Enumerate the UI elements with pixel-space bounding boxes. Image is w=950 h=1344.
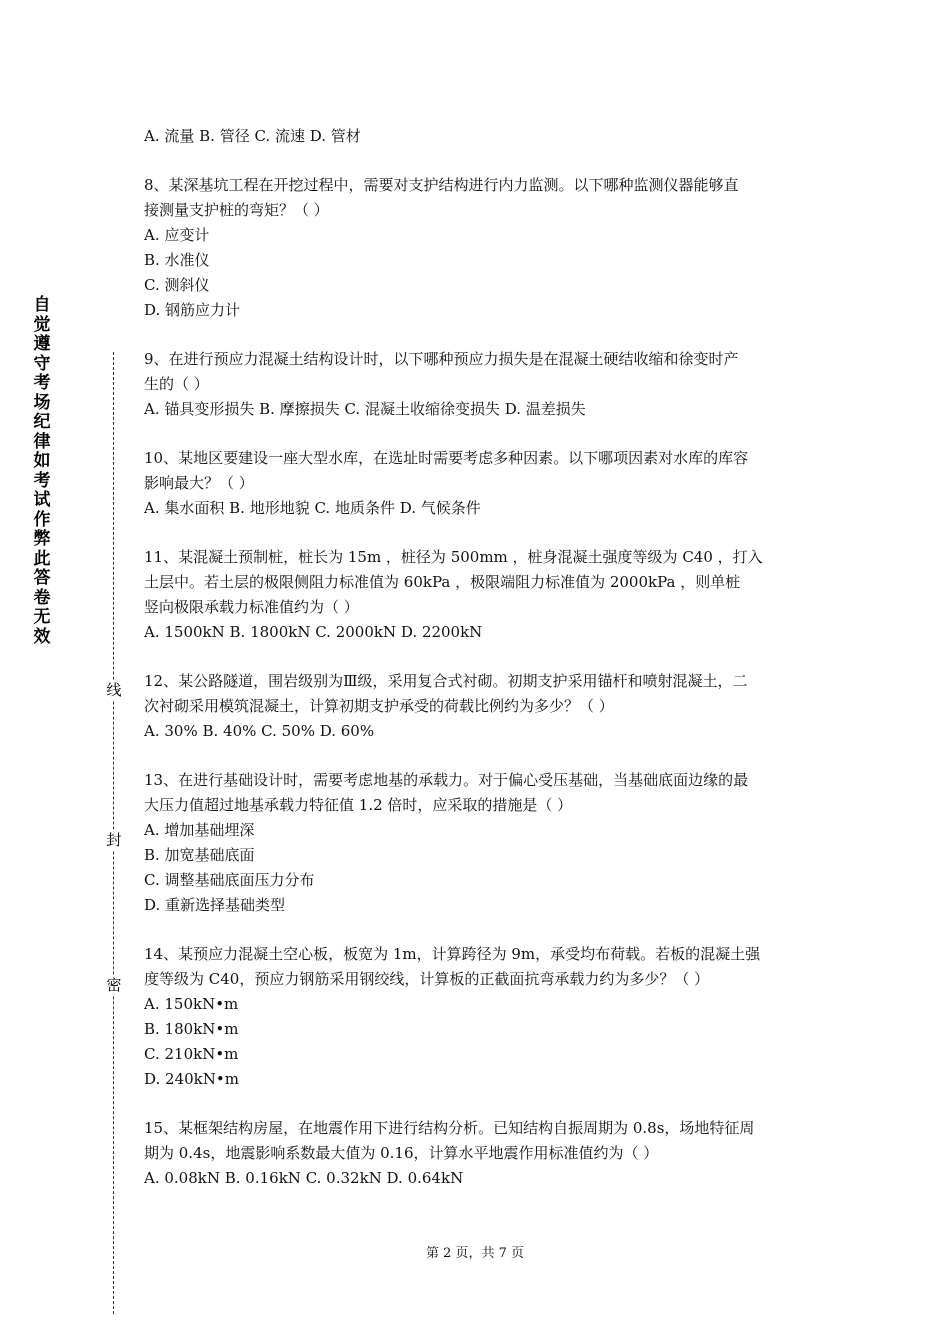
side-warning-char: 如	[33, 451, 51, 471]
side-warning-char: 自	[33, 295, 51, 315]
question-option-line: A. 流量 B. 管径 C. 流速 D. 管材	[144, 127, 361, 145]
question-block	[144, 942, 810, 1092]
page-footer: 第 2 页，共 7 页	[425, 1246, 525, 1261]
side-warning-char: 守	[33, 353, 51, 374]
side-warning-char: 觉	[33, 314, 51, 335]
side-warning-char: 弊	[33, 529, 51, 549]
question-option-line: C. 210kN•m	[144, 1045, 239, 1063]
question-block	[144, 173, 810, 323]
question-option-line: D. 240kN•m	[144, 1070, 239, 1088]
side-warning-char: 考	[33, 470, 51, 491]
question-block	[144, 1116, 810, 1191]
question-block	[144, 347, 810, 422]
question-option-line: A. 30% B. 40% C. 50% D. 60%	[144, 722, 375, 740]
side-warning-char: 试	[33, 490, 51, 510]
question-stem-line: 大压力值超过地基承载力特征值 1.2 倍时，应采取的措施是（ ）	[144, 796, 573, 814]
question-stem-line: 生的（ ）	[144, 375, 209, 393]
question-option-line: C. 调整基础底面压力分布	[144, 871, 315, 889]
question-stem-line: 13、在进行基础设计时，需要考虑地基的承载力。对于偏心受压基础，当基础底面边缘的最	[144, 771, 749, 789]
side-warning-char: 遵	[33, 334, 51, 354]
question-option-line: C. 测斜仪	[144, 276, 210, 294]
question-stem-line: 度等级为 C40，预应力钢筋采用钢绞线，计算板的正截面抗弯承载力约为多少？（ ）	[144, 970, 710, 988]
question-option-line: A. 集水面积 B. 地形地貌 C. 地质条件 D. 气候条件	[144, 499, 481, 517]
seal-char-mi: 密	[104, 975, 124, 995]
question-stem-line: 15、某框架结构房屋，在地震作用下进行结构分析。已知结构自振周期为 0.8s，场地特征周	[144, 1119, 755, 1137]
side-warning	[30, 296, 54, 647]
question-list	[144, 124, 810, 1215]
side-warning-char: 作	[33, 509, 51, 530]
question-option-line: D. 钢筋应力计	[144, 301, 241, 319]
question-stem-line: 10、某地区要建设一座大型水库，在选址时需要考虑多种因素。以下哪项因素对水库的库容	[144, 449, 749, 467]
side-warning-char: 此	[33, 548, 51, 569]
question-block	[144, 446, 810, 521]
side-warning-char: 答	[33, 568, 51, 588]
side-warning-char: 考	[33, 373, 51, 393]
question-stem-line: 9、在进行预应力混凝土结构设计时，以下哪种预应力损失是在混凝土硬结收缩和徐变时产	[144, 350, 739, 368]
seal-char-xian: 线	[104, 680, 124, 700]
question-block	[144, 124, 810, 149]
question-stem-line: 11、某混凝土预制桩，桩长为 15m ，桩径为 500mm ，桩身混凝土强度等级为 C40 ，打入	[144, 548, 763, 566]
side-warning-char: 律	[33, 431, 51, 452]
side-warning-char: 卷	[33, 587, 51, 608]
question-stem-line: 土层中。若土层的极限侧阻力标准值为 60kPa ，极限端阻力标准值为 2000kPa ，则单桩	[144, 573, 741, 591]
seal-char-feng: 封	[104, 830, 124, 850]
question-block	[144, 768, 810, 918]
question-stem-line: 次衬砌采用模筑混凝土，计算初期支护承受的荷载比例约为多少？（ ）	[144, 697, 614, 715]
side-warning-char: 效	[33, 626, 51, 647]
question-option-line: A. 增加基础埋深	[144, 821, 255, 839]
question-option-line: B. 加宽基础底面	[144, 846, 255, 864]
question-option-line: A. 1500kN B. 1800kN C. 2000kN D. 2200kN	[144, 623, 483, 641]
question-option-line: A. 0.08kN B. 0.16kN C. 0.32kN D. 0.64kN	[144, 1169, 464, 1187]
question-stem-line: 8、某深基坑工程在开挖过程中，需要对支护结构进行内力监测。以下哪种监测仪器能够直	[144, 176, 739, 194]
question-option-line: D. 重新选择基础类型	[144, 896, 286, 914]
question-option-line: A. 锚具变形损失 B. 摩擦损失 C. 混凝土收缩徐变损失 D. 温差损失	[144, 400, 586, 418]
question-option-line: B. 水准仪	[144, 251, 210, 269]
question-stem-line: 12、某公路隧道，围岩级别为Ⅲ级，采用复合式衬砌。初期支护采用锚杆和喷射混凝土，二	[144, 672, 748, 690]
question-stem-line: 竖向极限承载力标准值约为（ ）	[144, 598, 359, 616]
question-block	[144, 669, 810, 744]
side-warning-char: 纪	[33, 412, 51, 432]
side-warning-char: 无	[33, 607, 51, 627]
question-stem-line: 接测量支护桩的弯矩？（ ）	[144, 201, 329, 219]
question-stem-line: 14、某预应力混凝土空心板，板宽为 1m，计算跨径为 9m，承受均布荷载。若板的混凝土强	[144, 945, 761, 963]
side-warning-char: 场	[33, 392, 51, 413]
question-option-line: A. 150kN•m	[144, 995, 239, 1013]
question-stem-line: 期为 0.4s，地震影响系数最大值为 0.16，计算水平地震作用标准值约为（ ）	[144, 1144, 659, 1162]
question-stem-line: 影响最大？（ ）	[144, 474, 254, 492]
question-option-line: A. 应变计	[144, 226, 210, 244]
question-option-line: B. 180kN•m	[144, 1020, 239, 1038]
question-block	[144, 545, 810, 645]
